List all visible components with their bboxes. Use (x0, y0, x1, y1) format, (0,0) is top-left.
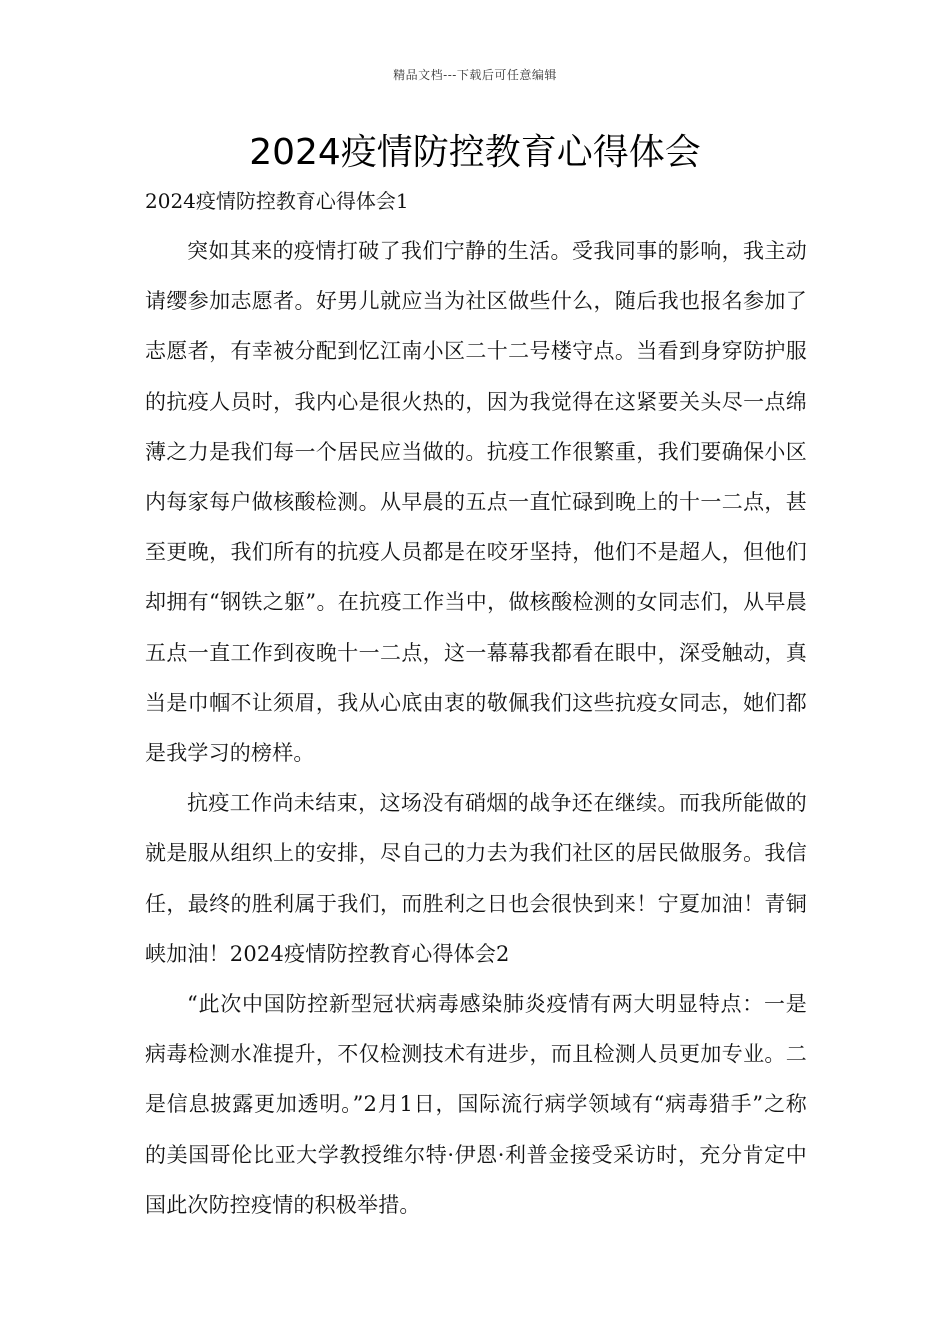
document-title: 2024疫情防控教育心得体会 (249, 132, 701, 173)
document-body (145, 226, 807, 1230)
section-heading: 2024疫情防控教育心得体会1 (145, 189, 409, 213)
paragraph-1: 突如其来的疫情打破了我们宁静的生活。受我同事的影响，我主动请缨参加志愿者。好男儿就应当为社区做些什么，随后我也报名参加了志愿者，有幸被分配到忆江南小区二十二号楼守点。当看到身穿防护服的抗疫人员时，我内心是很火热的，因为我觉得在这紧要关头尽一点绵薄之力是我们每一个居民应当做的。抗疫工作很繁重，我们要确保小区内每家每户做核酸检测。从早晨的五点一直忙碌到晚上的十一二点，甚至更晚，我们所有的抗疫人员都是在咬牙坚持，他们不是超人，但他们却拥有“钢铁之躯”。在抗疫工作当中，做核酸检测的女同志们，从早晨五点一直工作到夜晚十一二点，这一幕幕我都看在眼中，深受触动，真当是巾帼不让须眉，我从心底由衷的敬佩我们这些抗疫女同志，她们都是我学习的榜样。 (145, 239, 807, 766)
header-note: 精品文档---下载后可任意编辑 (393, 68, 557, 82)
paragraph-3: “此次中国防控新型冠状病毒感染肺炎疫情有两大明显特点：一是病毒检测水准提升，不仅检测技术有进步，而且检测人员更加专业。二是信息披露更加透明。”2月1日，国际流行病学领域有“病毒猎手”之称的美国哥伦比亚大学教授维尔特·伊恩·利普金接受采访时，充分肯定中国此次防控疫情的积极举措。 (145, 992, 807, 1217)
paragraph-2: 抗疫工作尚未结束，这场没有硝烟的战争还在继续。而我所能做的就是服从组织上的安排，尽自己的力去为我们社区的居民做服务。我信任，最终的胜利属于我们，而胜利之日也会很快到来！宁夏加油！青铜峡加油！2024疫情防控教育心得体会2 (145, 791, 807, 966)
